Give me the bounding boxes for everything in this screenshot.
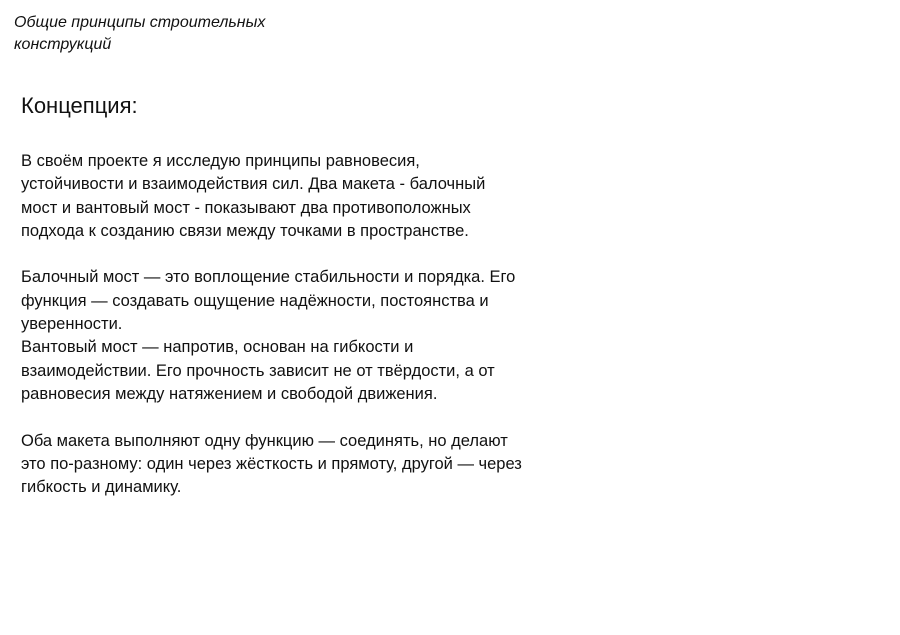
document-title-line: конструкций xyxy=(14,36,112,53)
document-title xyxy=(14,12,344,56)
document-title-line: Общие принципы строительных xyxy=(14,14,266,31)
text-line: Балочный мост — это воплощение стабильности и порядка. Его xyxy=(21,268,516,287)
paragraph-spacer xyxy=(21,406,601,429)
text-line: функция — создавать ощущение надёжности, постоянства и xyxy=(21,291,489,310)
section-heading: Концепция: xyxy=(21,93,138,118)
text-line: подхода к созданию связи между точками в пространстве. xyxy=(21,221,469,240)
text-line: взаимодействии. Его прочность зависит не от твёрдости, а от xyxy=(21,361,495,380)
text-line: равновесия между натяжением и свободой движения. xyxy=(21,384,438,403)
body-text xyxy=(21,150,601,499)
paragraph-cable-bridge xyxy=(21,336,601,406)
text-line: мост и вантовый мост - показывают два противоположных xyxy=(21,198,471,217)
text-line: Оба макета выполняют одну функцию — соединять, но делают xyxy=(21,431,508,450)
text-line: это по-разному: один через жёсткость и прямоту, другой — через xyxy=(21,454,522,473)
paragraph-conclusion xyxy=(21,430,601,500)
text-line: гибкость и динамику. xyxy=(21,478,182,497)
paragraph-spacer xyxy=(21,243,601,266)
paragraph-intro xyxy=(21,150,601,243)
text-line: уверенности. xyxy=(21,315,123,334)
paragraph-beam-bridge xyxy=(21,266,601,336)
text-line: Вантовый мост — напротив, основан на гибкости и xyxy=(21,338,414,357)
text-line: устойчивости и взаимодействия сил. Два макета - балочный xyxy=(21,175,486,194)
text-line: В своём проекте я исследую принципы равновесия, xyxy=(21,152,420,170)
